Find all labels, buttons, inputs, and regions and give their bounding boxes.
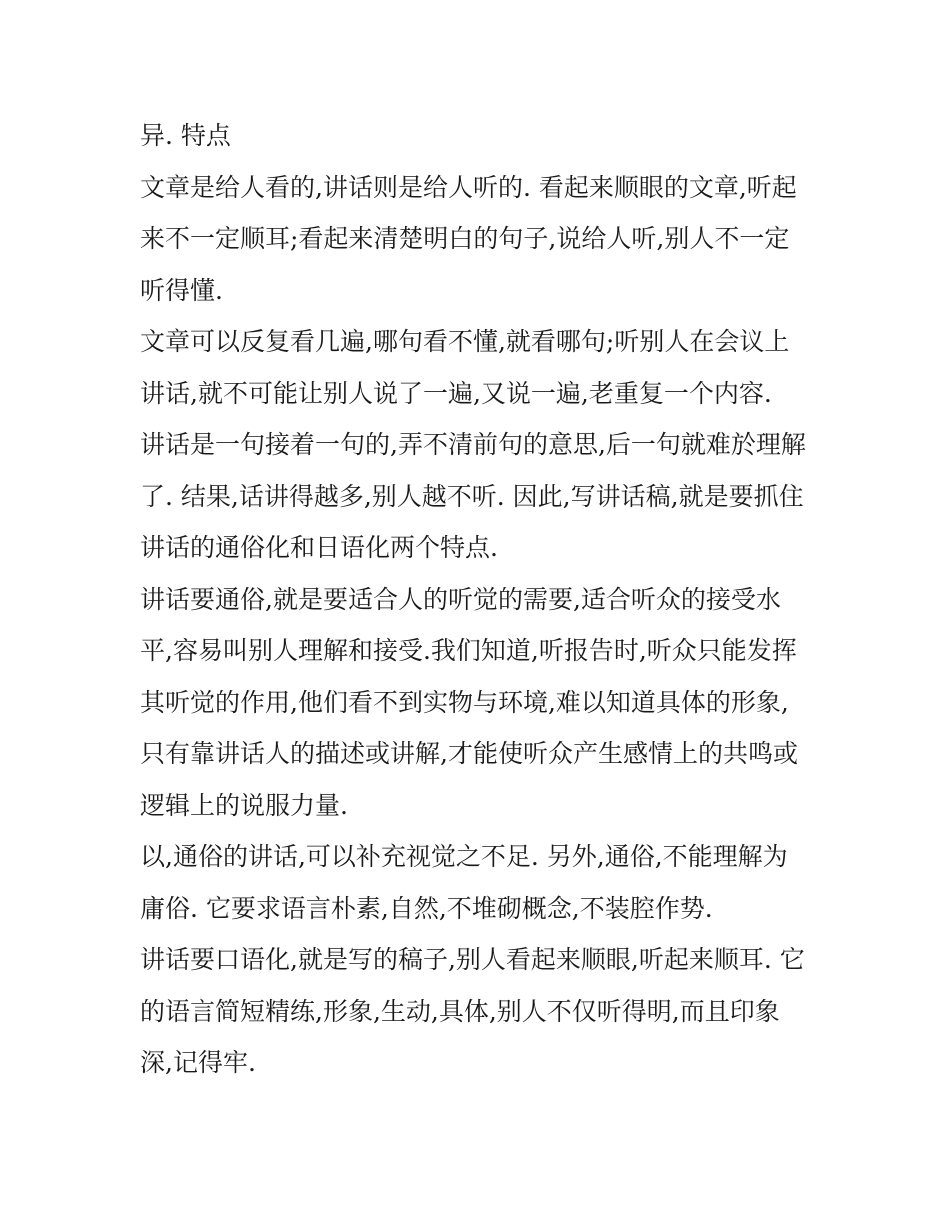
document-page	[140, 110, 812, 1089]
paragraph-3: 讲话是一句接着一句的,弄不清前句的意思,后一句就难於理解了. 结果,话讲得越多,别人越不听. 因此,写讲话稿,就是要抓住讲话的通俗化和日语化两个特点.	[140, 430, 806, 562]
paragraph-5: 以,通俗的讲话,可以补充视觉之不足. 另外,通俗,不能理解为庸俗. 它要求语言朴素,自然,不堆砌概念,不装腔作势.	[140, 842, 788, 923]
paragraph-2: 文章可以反复看几遍,哪句看不懂,就看哪句;听别人在会议上讲话,就不可能让别人说了一遍,又说一遍,老重复一个内容.	[140, 327, 790, 408]
paragraph-4: 讲话要通俗,就是要适合人的听觉的需要,适合听众的接受水平,容易叫别人理解和接受.我们知道,听报告时,听众只能发挥其听觉的作用,他们看不到实物与环境,难以知道具体的形象,只有靠讲话人的描述或讲解,才能使听众产生感情上的共鸣或逻辑上的说服力量.	[140, 584, 798, 820]
paragraph-6: 讲话要口语化,就是写的稿子,别人看起来顺眼,听起来顺耳. 它的语言简短精练,形象,生动,具体,别人不仅听得明,而且印象深,记得牢.	[140, 945, 805, 1077]
paragraph-heading: 异. 特点	[140, 121, 231, 150]
paragraph-1: 文章是给人看的,讲话则是给人听的. 看起来顺眼的文章,听起来不一定顺耳;看起来清楚明白的句子,说给人听,别人不一定听得懂.	[140, 172, 797, 305]
